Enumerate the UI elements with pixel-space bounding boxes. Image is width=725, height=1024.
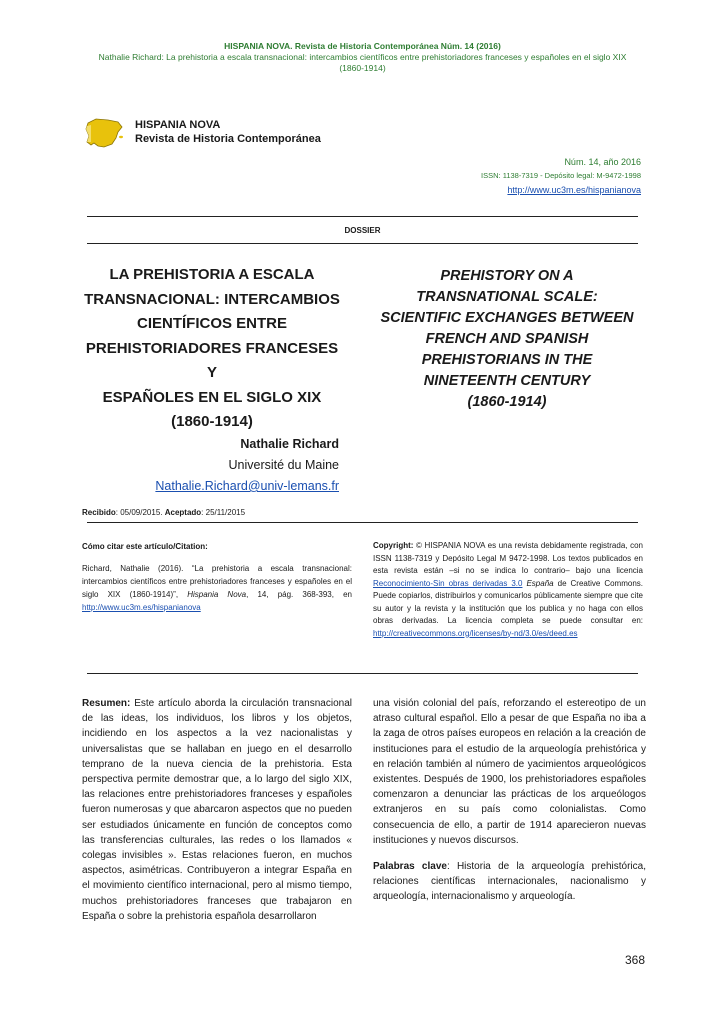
citation-text xyxy=(82,562,352,614)
license-url-link[interactable]: http://creativecommons.org/licenses/by-nd/3.0/es/deed.es xyxy=(373,628,578,638)
dates-rule xyxy=(87,522,638,523)
accepted-date: : 25/11/2015 xyxy=(201,508,246,517)
section-label: DOSSIER xyxy=(344,226,381,235)
title-english xyxy=(372,266,642,413)
title-en-line: FRENCH AND SPANISH xyxy=(425,331,589,347)
citation-journal: Hispania Nova xyxy=(187,590,247,599)
journal-name xyxy=(135,118,321,146)
title-es-line: PREHISTORIADORES FRANCESES Y xyxy=(85,339,339,381)
title-es-line: (1860-1914) xyxy=(171,413,253,430)
title-en-line: NINETEENTH CENTURY xyxy=(423,373,591,389)
keywords xyxy=(373,859,646,905)
license-link[interactable]: Reconocimiento-Sin obras derivadas 3.0 xyxy=(373,578,523,588)
copyright-text: de Creative Commons. Puede copiarlos, distribuirlos y comunicarlos públicamente siempre que cite su autor y la revista y la institución que los publica y no haga con ellos obras derivadas. La licencia completa se puede consultar en: xyxy=(373,578,644,625)
title-en-line: (1860-1914) xyxy=(467,394,547,410)
title-es-line: CIENTÍFICOS ENTRE xyxy=(136,315,287,332)
journal-subtitle: Revista de Historia Contemporánea xyxy=(135,133,321,145)
citation-label: Cómo citar este artículo/Citation: xyxy=(82,542,208,551)
title-en-line: SCIENTIFIC EXCHANGES BETWEEN xyxy=(380,310,634,326)
author-email-link[interactable]: Nathalie.Richard@univ-lemans.fr xyxy=(155,479,339,493)
accepted-label: Aceptado xyxy=(164,508,202,517)
running-head-journal: HISPANIA NOVA. Revista de Historia Contemporánea Núm. 14 (2016) xyxy=(224,41,501,51)
abstract-column-right xyxy=(373,696,646,905)
author-affiliation: Université du Maine xyxy=(228,458,339,472)
title-en-line: PREHISTORIANS IN THE xyxy=(421,352,593,368)
running-head-dates: (1860-1914) xyxy=(339,63,386,73)
running-head-article: Nathalie Richard: La prehistoria a escala transnacional: intercambios científicos entre prehistoriadores franceses y españoles en el siglo XIX xyxy=(98,52,627,62)
keywords-label: Palabras clave xyxy=(373,861,447,873)
title-en-line: TRANSNATIONAL SCALE: xyxy=(416,289,598,305)
issue-block xyxy=(481,155,641,197)
abstract-text: Este artículo aborda la circulación transnacional de las ideas, los individuos, los libros y los objetos, incidiendo en los aspectos a la vez nacionalistas y universalistas que se hallaban en juego en el desarrollo temprano de la nueva ciencia de la prehistoria. Esta perspectiva permite demostrar que, a lo largo del siglo XIX, las relaciones entre prehistoriadores franceses y españoles fueron numerosas y que abarcaron aspectos que no pueden ser estudiados únicamente en función de conceptos como las transferencias culturales, las redes o los llamados « colegas invisibles ». Estas relaciones fueron, en muchos aspectos, asimétricas. Contribuyeron a integrar España en el movimiento científico internacional, pero al mismo tiempo, muchos prehistoriadores franceses que trabajaron en España o sobre la prehistoria española desarrollaron xyxy=(82,698,352,922)
journal-url-link[interactable]: http://www.uc3m.es/hispanianova xyxy=(507,185,641,195)
keywords-text: : Historia de la arqueología prehistórica, relaciones científicas internacionales, nacionalismo y arqueología, internacionalismo y arqueología. xyxy=(373,861,646,903)
journal-title: HISPANIA NOVA xyxy=(135,119,221,131)
submission-dates xyxy=(82,508,245,517)
page-number: 368 xyxy=(624,953,645,967)
author-block xyxy=(155,434,339,497)
received-date: : 05/09/2015. xyxy=(115,508,165,517)
top-rule xyxy=(87,216,638,217)
citation-block xyxy=(82,540,352,614)
citation-text-part: Richard, Nathalie (2016). “La prehistoria a escala transnacional: intercambios científicos entre prehistoriadores franceses y españoles en el siglo XIX (1860-1914)”, xyxy=(82,564,352,599)
issn-line: ISSN: 1138-7319 - Depósito legal: M-9472-1998 xyxy=(481,171,641,180)
section-rule xyxy=(87,243,638,244)
copyright-text: © HISPANIA NOVA es una revista debidamente registrada, con ISSN 1138-7319 y Depósito Legal M 9472-1998. Los textos publicados en esta revista están –si no se indica lo contrario– bajo una licencia xyxy=(373,541,643,575)
iberian-peninsula-map-logo-icon xyxy=(82,116,124,150)
title-en-line: PREHISTORY ON A xyxy=(440,268,574,284)
citation-url-link[interactable]: http://www.uc3m.es/hispanianova xyxy=(82,603,201,612)
copyright-label: Copyright: xyxy=(373,541,414,550)
citation-text-part: , 14, pág. 368-393, en xyxy=(246,590,352,599)
title-spanish xyxy=(82,263,342,435)
abstract-text-continued: una visión colonial del país, reforzando el estereotipo de un atraso cultural español. Ello a pesar de que España no iba a la zaga de otros países europeos en relación a la creación de instituciones para el estudio de la arqueología prehistórica y en relación también al número de yacimientos arqueológicos existentes. Después de 1900, los prehistoriadores españoles comenzaron a denunciar las prácticas de los arqueólogos extranjeros en su país como colonialistas. Como consecuencia de ello, a partir de 1914 aparecieron nuevas instituciones y nuevos discursos. xyxy=(373,698,646,846)
license-country: España xyxy=(522,578,554,588)
author-name: Nathalie Richard xyxy=(240,437,339,451)
title-es-line: ESPAÑOLES EN EL SIGLO XIX xyxy=(102,388,322,406)
title-es-line: TRANSNACIONAL: INTERCAMBIOS xyxy=(84,290,340,308)
title-es-line: LA PREHISTORIA A ESCALA xyxy=(109,266,315,283)
received-label: Recibido xyxy=(82,508,116,517)
abstract-column-left xyxy=(82,696,352,924)
abstract-label: Resumen: xyxy=(82,698,131,709)
issue-number: Núm. 14, año 2016 xyxy=(564,157,641,167)
copyright-block xyxy=(373,540,643,640)
abstract-rule xyxy=(87,673,638,674)
running-head xyxy=(0,41,725,74)
